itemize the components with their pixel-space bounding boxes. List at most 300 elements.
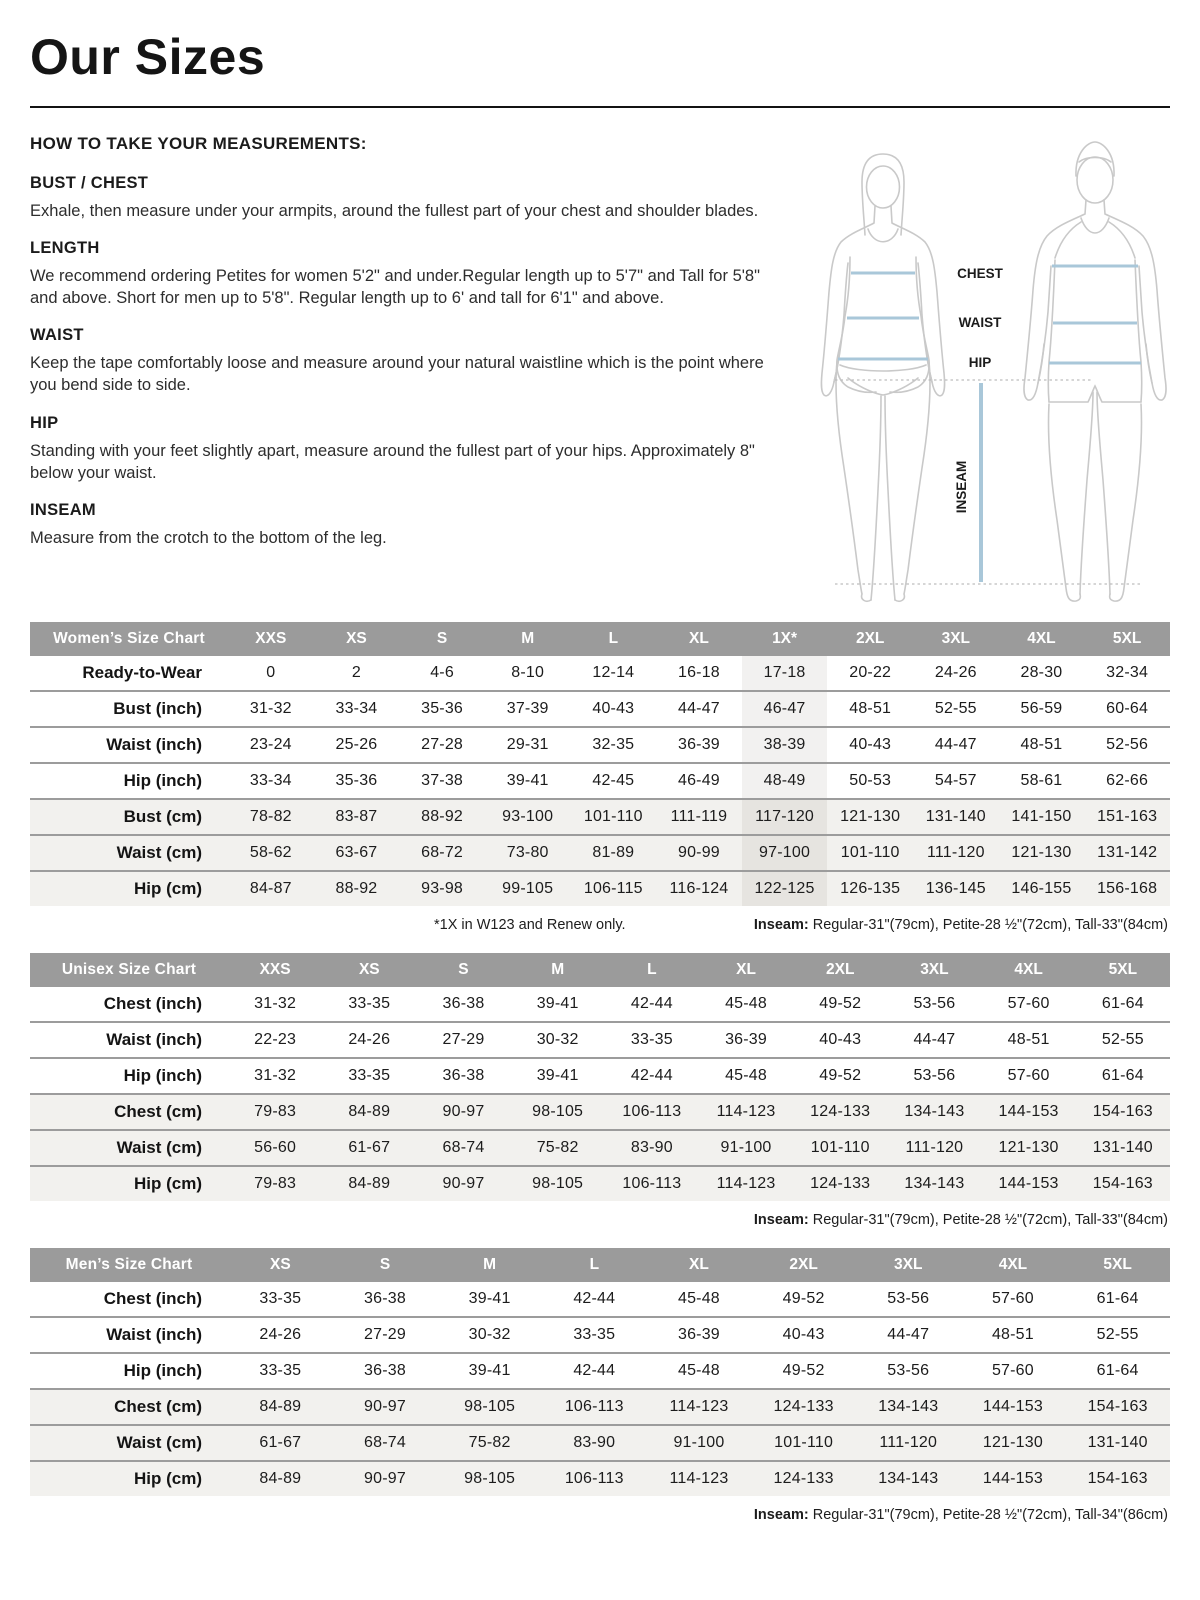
row-label: Hip (inch) [123,1066,202,1085]
size-value-cell: 124-133 [773,1470,834,1487]
title-divider [30,106,1170,108]
size-column-header: L [542,1248,647,1282]
size-value-cell: 83-90 [573,1434,616,1451]
size-value-cell: 16-18 [677,664,720,681]
inseam-footnote-label: Inseam: [753,1507,809,1523]
size-value-cell: 111-120 [905,1139,964,1156]
size-value-cell: 36-39 [677,1326,720,1343]
size-value-cell: 40-43 [782,1326,825,1343]
size-value-cell: 30-32 [536,1031,579,1048]
size-value-cell: 4-6 [430,664,454,681]
measurement-instructions [30,130,774,608]
size-value-cell: 36-39 [677,736,720,753]
size-value-cell: 40-43 [849,736,892,753]
measurement-row [30,1317,1170,1353]
size-value-cell: 57-60 [991,1290,1034,1307]
row-label: Waist (cm) [116,843,202,862]
page-title: Our Sizes [30,29,266,85]
measurement-row [30,1094,1170,1130]
size-column-header: 5XL [1065,1248,1170,1282]
size-value-cell: 88-92 [335,880,378,897]
section-heading: WAIST [30,326,84,345]
size-value-cell: 146-155 [1011,880,1072,897]
size-value-cell: 40-43 [592,700,635,717]
row-label: Chest (inch) [103,1289,202,1308]
size-value-cell: 52-55 [934,700,977,717]
size-value-cell: 33-35 [348,995,391,1012]
table-title: Women’s Size Chart [30,622,228,656]
measurement-guide-section [30,130,1170,608]
size-column-header: M [485,622,571,656]
table-title: Men’s Size Chart [30,1248,228,1282]
size-value-cell: 44-47 [934,736,977,753]
size-value-cell: 49-52 [819,1067,862,1084]
measurement-row [30,727,1170,763]
row-label: Ready-to-Wear [82,663,202,682]
size-value-cell: 37-39 [506,700,549,717]
section-body: Measure from the crotch to the bottom of the leg. [30,528,387,547]
size-value-cell: 84-89 [348,1175,391,1192]
size-value-cell: 45-48 [725,1067,767,1084]
section-body: Standing with your feet slightly apart, measure around the fullest part of your hips. Approximately 8" below your waist. [30,441,755,482]
row-label: Chest (cm) [114,1102,202,1121]
size-value-cell: 2 [351,664,361,681]
size-value-cell: 49-52 [782,1362,825,1379]
size-value-cell: 33-34 [249,772,292,789]
size-column-header: XL [699,953,793,987]
size-value-cell: 61-64 [1101,1067,1144,1084]
size-value-cell: 122-125 [742,871,828,906]
size-value-cell: 98-105 [464,1470,516,1487]
size-value-cell: 68-72 [421,844,464,861]
section-body: We recommend ordering Petites for women 5'2" and under.Regular length up to 5'7" and Tall for 5'8" and above. Short for men up to 5'8". Regular length up to 6' and tall for 6'1" and above. [30,267,760,308]
size-value-cell: 23-24 [249,736,292,753]
section-heading: INSEAM [30,500,96,519]
section-hip [30,414,774,484]
size-value-cell: 48-51 [1007,1031,1050,1048]
size-value-cell: 39-41 [536,1067,579,1084]
size-column-header: 2XL [793,953,887,987]
size-value-cell: 33-35 [259,1362,302,1379]
size-value-cell: 106-113 [564,1470,624,1487]
size-column-header: XXS [228,622,314,656]
row-label: Hip (inch) [123,1361,202,1380]
size-value-cell: 33-35 [348,1067,391,1084]
size-value-cell: 98-105 [464,1398,516,1415]
waist-label: WAIST [958,315,1002,330]
measurement-row [30,1389,1170,1425]
size-column-header: 2XL [751,1248,856,1282]
section-heading: HIP [30,413,59,432]
row-label: Bust (cm) [123,807,202,826]
size-value-cell: 101-110 [810,1139,870,1156]
measurement-row [30,691,1170,727]
size-value-cell: 61-64 [1096,1362,1139,1379]
size-column-header: 3XL [887,953,981,987]
measurement-row [30,1461,1170,1496]
size-value-cell: 98-105 [532,1103,584,1120]
section-inseam [30,501,774,549]
size-value-cell: 35-36 [421,700,464,717]
size-value-cell: 44-47 [677,700,720,717]
size-value-cell: 48-51 [1020,736,1063,753]
size-value-cell: 84-89 [259,1470,302,1487]
size-value-cell: 79-83 [254,1175,297,1192]
measurement-row [30,1282,1170,1317]
size-value-cell: 124-133 [810,1103,871,1120]
size-value-cell: 57-60 [1007,995,1050,1012]
size-value-cell: 58-62 [249,844,292,861]
size-value-cell: 39-41 [468,1362,511,1379]
row-label: Chest (inch) [103,994,202,1013]
row-label: Waist (inch) [106,1325,202,1344]
size-value-cell: 27-28 [421,736,464,753]
section-length [30,239,774,309]
hip-label: HIP [968,355,992,370]
size-value-cell: 40-43 [819,1031,862,1048]
size-value-cell: 154-163 [1087,1398,1148,1415]
size-value-cell: 45-48 [677,1290,720,1307]
measurement-lines [838,266,1141,582]
size-value-cell: 124-133 [810,1175,871,1192]
size-value-cell: 33-35 [630,1031,673,1048]
size-value-cell: 49-52 [782,1290,825,1307]
size-value-cell: 106-113 [622,1175,682,1192]
row-label: Waist (cm) [116,1433,202,1452]
row-label: Waist (inch) [106,735,202,754]
size-value-cell: 0 [266,664,276,681]
size-value-cell: 154-163 [1092,1103,1153,1120]
measurement-row [30,987,1170,1022]
size-value-cell: 63-67 [335,844,378,861]
size-value-cell: 114-123 [669,1470,729,1487]
size-value-cell: 121-130 [840,808,901,825]
size-value-cell: 62-66 [1106,772,1149,789]
mens-inseam-footnote [754,1507,1168,1523]
size-value-cell: 136-145 [925,880,986,897]
size-value-cell: 83-87 [335,808,378,825]
size-value-cell: 81-89 [592,844,635,861]
section-waist [30,326,774,396]
size-value-cell: 114-123 [716,1103,776,1120]
womens-size-table [30,622,1170,906]
mens-footnotes [32,1507,1168,1523]
row-label: Waist (cm) [116,1138,202,1157]
size-value-cell: 121-130 [982,1434,1043,1451]
size-table-header-row [30,622,1170,656]
size-column-header: S [416,953,510,987]
size-column-header: M [437,1248,542,1282]
size-value-cell: 39-41 [506,772,549,789]
size-value-cell: 144-153 [982,1398,1043,1415]
size-value-cell: 35-36 [335,772,378,789]
unisex-footnotes [32,1212,1168,1228]
size-value-cell: 116-124 [669,880,729,897]
size-value-cell: 25-26 [335,736,378,753]
size-value-cell: 22-23 [254,1031,297,1048]
size-value-cell: 24-26 [348,1031,391,1048]
size-value-cell: 61-67 [348,1139,391,1156]
womens-1x-footnote: *1X in W123 and Renew only. [434,917,626,933]
female-figure [821,154,944,601]
size-column-header: XS [314,622,400,656]
size-value-cell: 83-90 [630,1139,673,1156]
size-value-cell: 27-29 [442,1031,485,1048]
size-value-cell: 39-41 [468,1290,511,1307]
row-label: Waist (inch) [106,1030,202,1049]
size-column-header: 4XL [982,953,1076,987]
size-column-header: S [399,622,485,656]
size-value-cell: 101-110 [583,808,643,825]
size-value-cell: 114-123 [669,1398,729,1415]
size-value-cell: 42-45 [592,772,635,789]
inseam-label: INSEAM [954,460,969,514]
section-heading: BUST / CHEST [30,174,149,192]
size-value-cell: 75-82 [468,1434,511,1451]
size-value-cell: 91-100 [720,1139,772,1156]
size-column-header: 4XL [961,1248,1066,1282]
body-measurement-illustration [788,130,1170,606]
size-value-cell: 45-48 [677,1362,720,1379]
size-value-cell: 90-97 [364,1398,406,1415]
size-value-cell: 27-29 [364,1326,406,1343]
size-value-cell: 84-89 [348,1103,391,1120]
size-value-cell: 131-140 [1087,1434,1148,1451]
size-value-cell: 79-83 [254,1103,297,1120]
size-value-cell: 144-153 [998,1175,1059,1192]
measurement-row [30,871,1170,906]
size-value-cell: 46-47 [742,691,828,727]
size-column-header: 1X* [742,622,828,656]
size-value-cell: 32-35 [592,736,635,753]
size-value-cell: 33-34 [335,700,378,717]
unisex-inseam-footnote [754,1212,1168,1228]
size-value-cell: 31-32 [254,995,297,1012]
size-column-header: XS [228,1248,333,1282]
size-value-cell: 17-18 [742,656,828,691]
size-value-cell: 121-130 [998,1139,1059,1156]
size-column-header: XL [656,622,742,656]
chest-label: CHEST [957,266,1003,281]
size-value-cell: 53-56 [887,1290,930,1307]
size-value-cell: 144-153 [998,1103,1059,1120]
size-value-cell: 121-130 [1011,844,1072,861]
row-label: Hip (inch) [123,771,202,790]
size-column-header: 5XL [1076,953,1170,987]
size-value-cell: 33-35 [259,1290,302,1307]
size-value-cell: 111-120 [926,844,985,861]
size-column-header: XXS [228,953,322,987]
size-value-cell: 124-133 [773,1398,834,1415]
womens-inseam-footnote [754,917,1168,933]
size-value-cell: 111-120 [879,1434,938,1451]
size-value-cell: 38-39 [742,727,828,763]
measurement-row [30,1130,1170,1166]
size-value-cell: 31-32 [249,700,292,717]
size-column-header: L [571,622,657,656]
size-value-cell: 84-87 [249,880,292,897]
size-value-cell: 36-39 [725,1031,767,1048]
size-value-cell: 31-32 [254,1067,297,1084]
size-value-cell: 101-110 [840,844,900,861]
size-value-cell: 117-120 [742,799,828,835]
measurement-row [30,656,1170,691]
size-value-cell: 68-74 [364,1434,406,1451]
mens-size-table [30,1248,1170,1496]
size-column-header: 4XL [999,622,1085,656]
size-value-cell: 42-44 [630,995,673,1012]
size-column-header: 3XL [856,1248,961,1282]
size-value-cell: 53-56 [913,1067,956,1084]
section-body: Keep the tape comfortably loose and measure around your natural waistline which is the point where you bend side to side. [30,354,764,395]
size-value-cell: 29-31 [506,736,549,753]
size-value-cell: 53-56 [887,1362,930,1379]
size-value-cell: 61-64 [1101,995,1144,1012]
size-value-cell: 42-44 [630,1067,673,1084]
size-column-header: XS [322,953,416,987]
size-value-cell: 91-100 [673,1434,725,1451]
size-value-cell: 106-115 [583,880,643,897]
size-value-cell: 97-100 [742,835,828,871]
size-value-cell: 42-44 [573,1290,616,1307]
size-value-cell: 57-60 [1007,1067,1050,1084]
measurement-row [30,799,1170,835]
table-title: Unisex Size Chart [30,953,228,987]
row-label: Bust (inch) [113,699,202,718]
size-value-cell: 48-51 [849,700,892,717]
size-value-cell: 90-99 [677,844,720,861]
size-value-cell: 131-142 [1097,844,1158,861]
size-value-cell: 46-49 [677,772,720,789]
size-value-cell: 56-59 [1020,700,1063,717]
size-value-cell: 61-67 [259,1434,302,1451]
size-value-cell: 131-140 [1092,1139,1153,1156]
measurement-row [30,1425,1170,1461]
size-column-header: S [333,1248,438,1282]
size-value-cell: 20-22 [849,664,892,681]
size-value-cell: 144-153 [982,1470,1043,1487]
womens-footnotes [32,917,1168,933]
size-value-cell: 90-97 [364,1470,406,1487]
size-value-cell: 52-56 [1106,736,1149,753]
row-label: Hip (cm) [134,1174,202,1193]
size-value-cell: 37-38 [421,772,464,789]
size-value-cell: 99-105 [502,880,554,897]
size-value-cell: 88-92 [421,808,464,825]
size-value-cell: 126-135 [840,880,901,897]
size-value-cell: 53-56 [913,995,956,1012]
size-value-cell: 28-30 [1020,664,1063,681]
size-value-cell: 24-26 [934,664,977,681]
size-value-cell: 93-98 [421,880,464,897]
size-value-cell: 60-64 [1106,700,1149,717]
size-value-cell: 58-61 [1020,772,1063,789]
size-value-cell: 75-82 [536,1139,579,1156]
size-value-cell: 42-44 [573,1362,616,1379]
size-value-cell: 106-113 [564,1398,624,1415]
size-value-cell: 52-55 [1101,1031,1144,1048]
size-column-header: XL [647,1248,752,1282]
row-label: Hip (cm) [134,879,202,898]
size-value-cell: 84-89 [259,1398,302,1415]
size-value-cell: 134-143 [904,1103,965,1120]
size-value-cell: 134-143 [904,1175,965,1192]
size-value-cell: 24-26 [259,1326,302,1343]
size-value-cell: 90-97 [442,1103,485,1120]
size-value-cell: 32-34 [1106,664,1149,681]
size-value-cell: 36-38 [364,1362,406,1379]
womens-size-chart [30,622,1170,933]
row-label: Hip (cm) [134,1469,202,1488]
unisex-size-table [30,953,1170,1201]
size-value-cell: 39-41 [536,995,579,1012]
size-column-header: M [511,953,605,987]
size-value-cell: 36-38 [442,1067,485,1084]
size-value-cell: 111-119 [670,808,728,825]
size-value-cell: 36-38 [364,1290,406,1307]
inseam-footnote-label: Inseam: [753,1212,809,1228]
measurement-row [30,1166,1170,1201]
unisex-size-chart [30,953,1170,1228]
size-value-cell: 44-47 [913,1031,956,1048]
size-value-cell: 114-123 [716,1175,776,1192]
inseam-footnote-text: Regular-31"(79cm), Petite-28 ½"(72cm), Tall-33"(84cm) [808,917,1168,933]
size-value-cell: 44-47 [887,1326,930,1343]
row-label: Chest (cm) [114,1397,202,1416]
male-figure [1024,142,1166,601]
size-value-cell: 106-113 [622,1103,682,1120]
size-value-cell: 8-10 [511,664,545,681]
size-value-cell: 134-143 [878,1398,939,1415]
diagram-labels [954,266,1004,513]
size-value-cell: 151-163 [1097,808,1158,825]
size-table-header-row [30,953,1170,987]
size-value-cell: 48-49 [742,763,828,799]
size-column-header: 2XL [827,622,913,656]
size-value-cell: 56-60 [254,1139,297,1156]
section-body: Exhale, then measure under your armpits, around the fullest part of your chest and shoulder blades. [30,202,759,220]
measurement-row [30,835,1170,871]
size-value-cell: 98-105 [532,1175,584,1192]
inseam-footnote-text: Regular-31"(79cm), Petite-28 ½"(72cm), Tall-33"(84cm) [808,1212,1168,1228]
mens-size-chart [30,1248,1170,1523]
size-value-cell: 101-110 [774,1434,834,1451]
how-to-heading: HOW TO TAKE YOUR MEASUREMENTS: [30,134,367,153]
size-value-cell: 156-168 [1097,880,1158,897]
measurement-diagram [788,130,1170,608]
size-value-cell: 54-57 [934,772,977,789]
size-column-header: 3XL [913,622,999,656]
size-column-header: 5XL [1084,622,1170,656]
measurement-row [30,763,1170,799]
size-value-cell: 61-64 [1096,1290,1139,1307]
size-value-cell: 141-150 [1011,808,1072,825]
size-value-cell: 57-60 [991,1362,1034,1379]
section-heading: LENGTH [30,239,100,258]
size-value-cell: 30-32 [468,1326,511,1343]
size-value-cell: 90-97 [442,1175,485,1192]
inseam-footnote-text: Regular-31"(79cm), Petite-28 ½"(72cm), Tall-34"(86cm) [808,1507,1168,1523]
measurement-row [30,1058,1170,1094]
size-value-cell: 154-163 [1087,1470,1148,1487]
measurement-row [30,1022,1170,1058]
size-value-cell: 78-82 [249,808,292,825]
size-value-cell: 12-14 [592,664,635,681]
size-value-cell: 33-35 [573,1326,616,1343]
size-value-cell: 52-55 [1096,1326,1139,1343]
size-value-cell: 93-100 [502,808,554,825]
size-value-cell: 45-48 [725,995,767,1012]
